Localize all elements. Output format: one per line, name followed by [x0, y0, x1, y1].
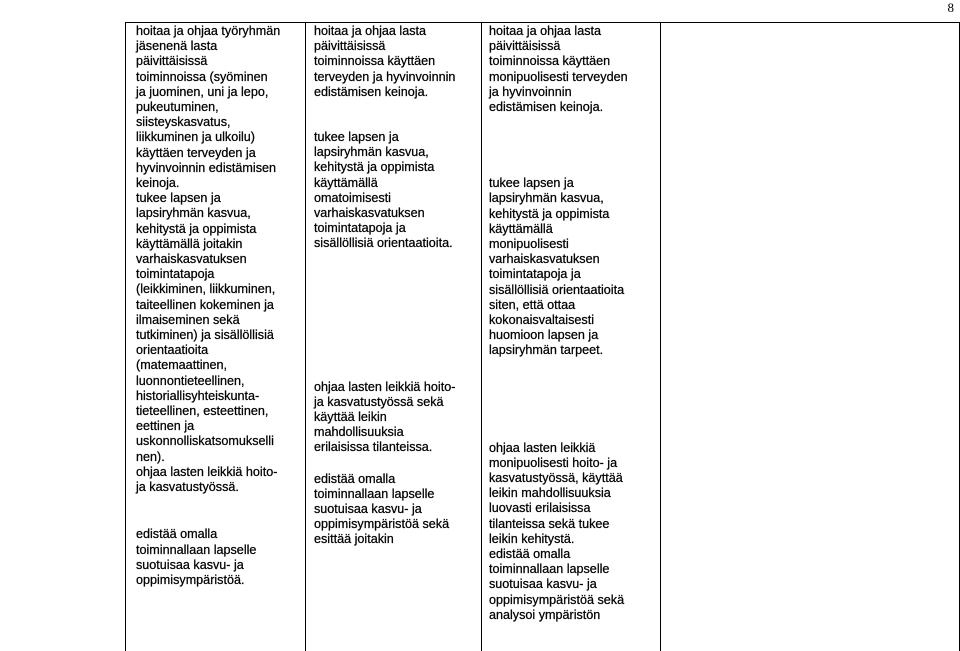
cell-text-growth-support: tukee lapsen ja lapsiryhmän kasvua, kehitystä ja oppimista käyttämällä monipuolisesti varhaiskasvatuksen toimintatapoja ja sisällöllisiä orientaatioita siten, että ottaa kokonaisvaltaisesti huomioon lapsen ja lapsiryhmän tarpeet.	[489, 176, 625, 358]
cell-text-environment: edistää omalla toiminnallaan lapselle suotuisaa kasvu- ja oppimisympäristöä.	[136, 527, 257, 587]
cell-text-daily-care: hoitaa ja ohjaa lasta päivittäisissä toiminnoissa käyttäen monipuolisesti terveyden ja hyvinvoinnin edistämisen keinoja.	[489, 24, 628, 115]
cell-text-play-guidance: ohjaa lasten leikkiä monipuolisesti hoito- ja kasvatustyössä, käyttää leikin mahdollisuuksia luovasti erilaisissa tilanteissa sekä tukee leikin kehitystä.	[489, 440, 623, 546]
page-number: 8	[947, 0, 954, 15]
cell-text-play-guidance: ohjaa lasten leikkiä hoito- ja kasvatustyössä.	[136, 464, 278, 495]
table-cell-column-3	[489, 24, 661, 623]
criteria-table	[125, 22, 960, 651]
table-border-left	[125, 22, 126, 651]
cell-text-growth-support: tukee lapsen ja lapsiryhmän kasvua, kehitystä ja oppimista käyttämällä joitakin varhaiskasvatuksen toimintatapoja (leikkiminen, liikkuminen, taiteellinen kokeminen ja ilmaiseminen sekä tutkiminen) ja sisällöllisiä orientaatioita (matemaattinen, luonnontieteellinen, historiallisyhteiskunta- tieteellinen, esteettinen, eettinen ja uskonnolliskatsomukselli nen).	[136, 191, 276, 464]
cell-text-environment: edistää omalla toiminnallaan lapselle suotuisaa kasvu- ja oppimisympäristöä sekä analysoi ympäristön	[489, 547, 625, 622]
cell-text-daily-care: hoitaa ja ohjaa lasta päivittäisissä toiminnoissa käyttäen terveyden ja hyvinvoinnin edistämisen keinoja.	[314, 24, 456, 99]
cell-text-environment: edistää omalla toiminnallaan lapselle suotuisaa kasvu- ja oppimisympäristöä sekä esittää joitakin	[314, 471, 450, 547]
table-top-border	[125, 22, 960, 23]
cell-text-growth-support: tukee lapsen ja lapsiryhmän kasvua, kehitystä ja oppimista käyttämällä omatoimisesti varhaiskasvatuksen toimintatapoja ja sisällöllisiä orientaatioita.	[314, 130, 453, 251]
cell-text-daily-care: hoitaa ja ohjaa työryhmän jäsenenä lasta päivittäisissä toiminnoissa (syöminen ja juominen, uni ja lepo, pukeutuminen, siisteyskasvatus, liikkuminen ja ulkoilu) käyttäen terveyden ja hyvinvoinnin edistämisen keinoja.	[136, 24, 281, 191]
table-cell-column-2	[314, 24, 484, 548]
table-cell-column-1	[136, 24, 306, 588]
cell-text-play-guidance: ohjaa lasten leikkiä hoito- ja kasvatustyössä sekä käyttää leikin mahdollisuuksia erilaisissa tilanteissa.	[314, 379, 456, 455]
